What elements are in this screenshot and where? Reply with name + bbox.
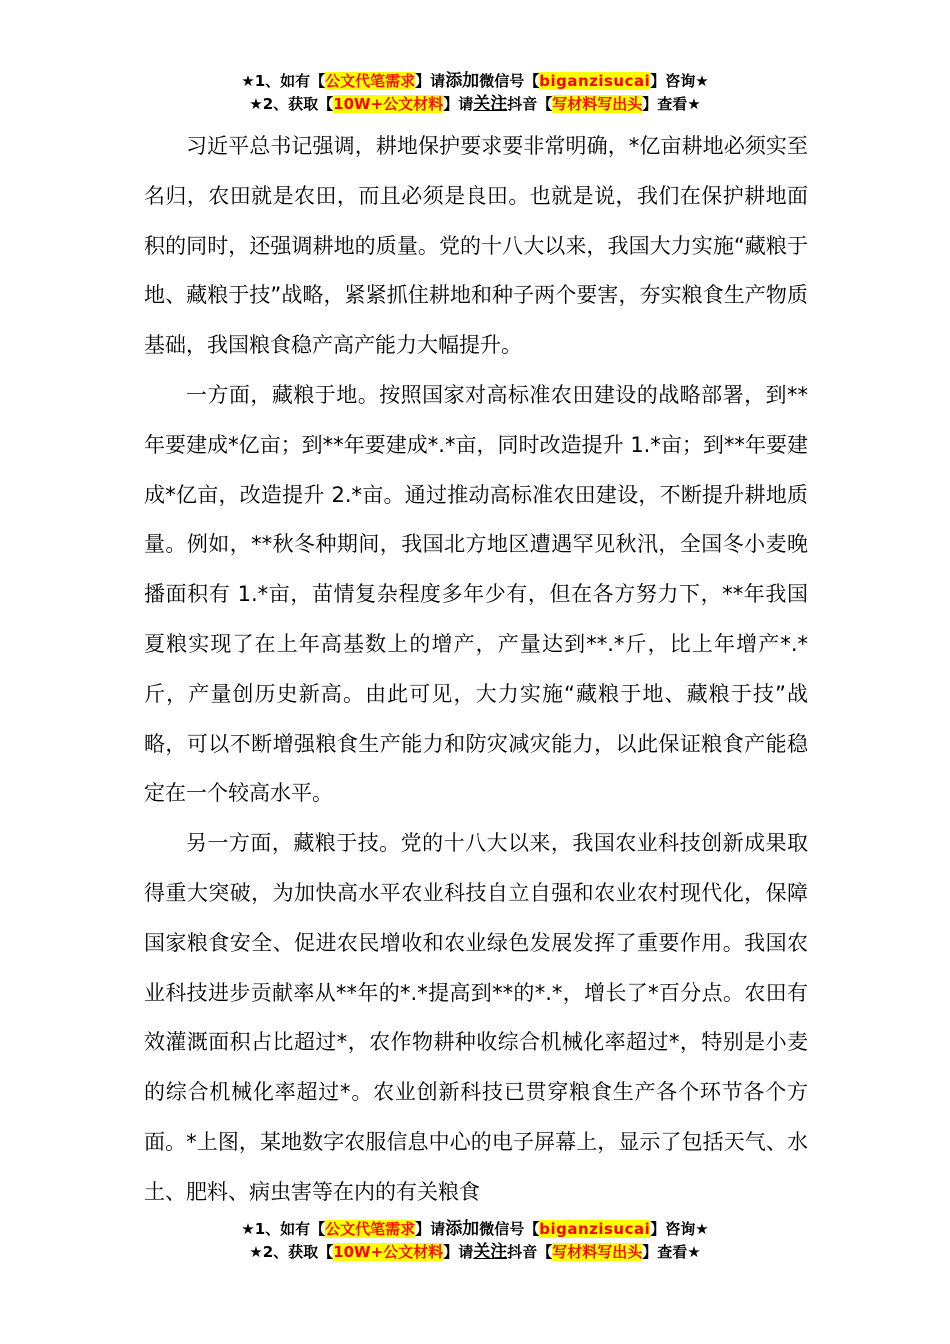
banner-text: 】咨询★ bbox=[650, 72, 709, 90]
banner-emphasis: 添加 bbox=[445, 1219, 480, 1239]
banner-text: 】请 bbox=[443, 95, 474, 113]
banner-text: 】查看★ bbox=[642, 1243, 701, 1261]
banner-emphasis: 关注 bbox=[473, 94, 508, 114]
document-body bbox=[144, 122, 808, 1218]
highlight-service: 公文代笔需求 bbox=[325, 72, 416, 90]
highlight-materials: 10W+公文材料 bbox=[333, 95, 444, 113]
banner-text: 微信号【 bbox=[479, 72, 540, 90]
banner-line-2 bbox=[0, 93, 950, 116]
paragraph-1: 习近平总书记强调，耕地保护要求要非常明确，*亿亩耕地必须实至名归，农田就是农田，而且必须是良田。也就是说，我们在保护耕地面积的同时，还强调耕地的质量。党的十八大以来，我国大力实施“藏粮于地、藏粮于技”战略，紧紧抓住耕地和种子两个要害，夯实粮食生产物质基础，我国粮食稳产高产能力大幅提升。 bbox=[144, 134, 808, 358]
banner-text: 】咨询★ bbox=[650, 1220, 709, 1238]
banner-text: 】请 bbox=[415, 72, 446, 90]
highlight-materials: 10W+公文材料 bbox=[333, 1243, 444, 1261]
wechat-id: biganzisucai bbox=[539, 1220, 651, 1238]
banner-line-1 bbox=[0, 1218, 950, 1241]
banner-line-1 bbox=[0, 70, 950, 93]
banner-emphasis: 添加 bbox=[445, 71, 480, 91]
banner-text: ★1、如有【 bbox=[241, 72, 326, 90]
banner-text: ★1、如有【 bbox=[241, 1220, 326, 1238]
douyin-account: 写材料写出头 bbox=[552, 1243, 643, 1261]
banner-line-2 bbox=[0, 1241, 950, 1264]
wechat-id: biganzisucai bbox=[539, 72, 651, 90]
banner-text: 抖音【 bbox=[507, 95, 553, 113]
banner-text: ★2、获取【 bbox=[249, 1243, 334, 1261]
footer-banner bbox=[0, 1218, 950, 1264]
banner-text: 抖音【 bbox=[507, 1243, 553, 1261]
banner-text: ★2、获取【 bbox=[249, 95, 334, 113]
douyin-account: 写材料写出头 bbox=[552, 95, 643, 113]
header-banner bbox=[0, 70, 950, 116]
banner-emphasis: 关注 bbox=[473, 1242, 508, 1262]
banner-text: 】查看★ bbox=[642, 95, 701, 113]
banner-text: 微信号【 bbox=[479, 1220, 540, 1238]
banner-text: 】请 bbox=[443, 1243, 474, 1261]
highlight-service: 公文代笔需求 bbox=[325, 1220, 416, 1238]
paragraph-3: 另一方面，藏粮于技。党的十八大以来，我国农业科技创新成果取得重大突破，为加快高水平农业科技自立自强和农业农村现代化，保障国家粮食安全、促进农民增收和农业绿色发展发挥了重要作用。我国农业科技进步贡献率从**年的*.*提高到**的*.*，增长了*百分点。农田有效灌溉面积占比超过*，农作物耕种收综合机械化率超过*，特别是小麦的综合机械化率超过*。农业创新科技已贯穿粮食生产各个环节各个方面。*上图，某地数字农服信息中心的电子屏幕上，显示了包括天气、水土、肥料、病虫害等在内的有关粮食 bbox=[144, 831, 808, 1204]
banner-text: 】请 bbox=[415, 1220, 446, 1238]
paragraph-2: 一方面，藏粮于地。按照国家对高标准农田建设的战略部署，到**年要建成*亿亩；到**年要建成*.*亩，同时改造提升 1.*亩；到**年要建成*亿亩，改造提升 2.*亩。通过推动高标准农田建设，不断提升耕地质量。例如，**秋冬种期间，我国北方地区遭遇罕见秋汛，全国冬小麦晚播面积有 1.*亩，苗情复杂程度多年少有，但在各方努力下，**年我国夏粮实现了在上年高基数上的增产，产量达到**.*斤，比上年增产*.*斤，产量创历史新高。由此可见，大力实施“藏粮于地、藏粮于技”战略，可以不断增强粮食生产能力和防灾减灾能力，以此保证粮食产能稳定在一个较高水平。 bbox=[144, 382, 808, 806]
